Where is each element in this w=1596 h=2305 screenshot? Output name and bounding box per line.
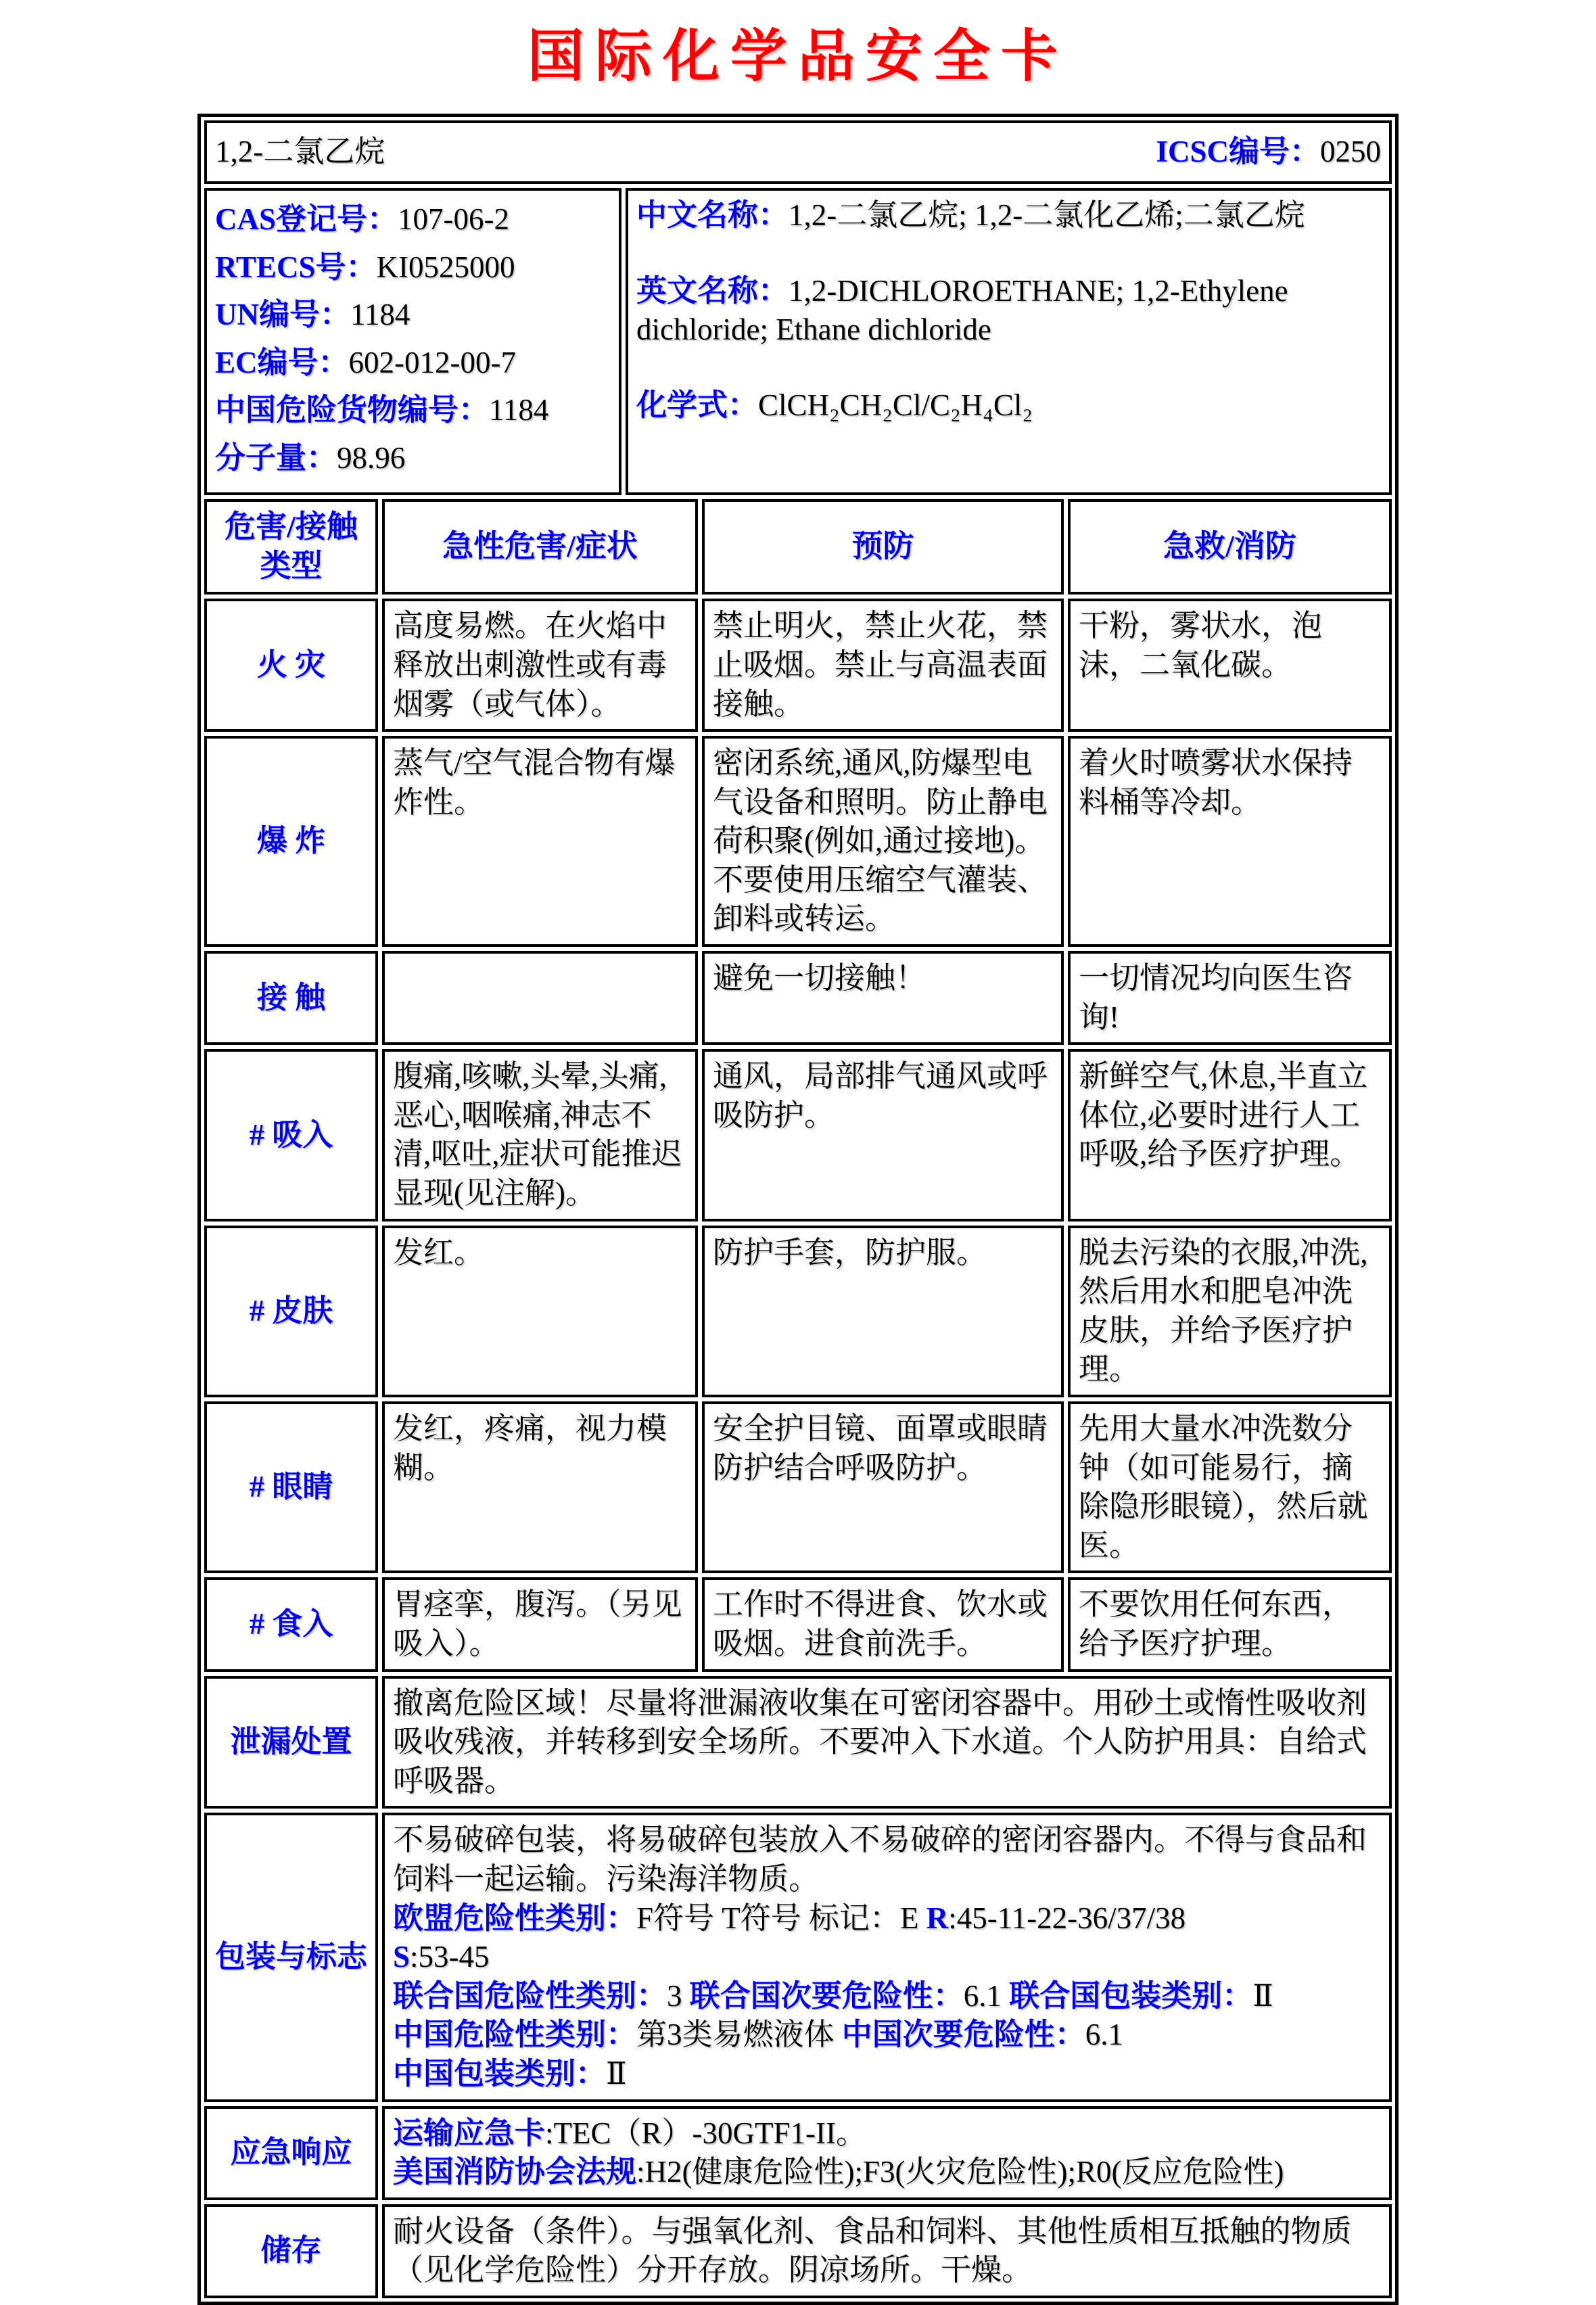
substance-name: 1,2-二氯乙烷 [215, 135, 385, 169]
explosion-symptoms: 蒸气/空气混合物有爆炸性。 [382, 736, 698, 947]
formula-label: 化学式： [636, 388, 759, 422]
cn-sub-label: 中国次要危险性： [841, 2018, 1085, 2052]
storage-label: 储存 [204, 2204, 378, 2298]
formula-value: ClCH₂CH₂Cl/C₂H₄Cl₂ [758, 388, 1033, 422]
explosion-prevention: 密闭系统,通风,防爆型电气设备和照明。防止静电荷积聚(例如,通过接地)。不要使用压缩空气灌装、卸料或转运。 [702, 736, 1064, 947]
icsc-number [1156, 133, 1381, 172]
s-phrase-value: :53-45 [410, 1940, 490, 1974]
un-pack-value: Ⅱ [1252, 1978, 1273, 2013]
tec-line [393, 2114, 1381, 2153]
cn-class-value: 第3类易燃液体 [636, 2018, 842, 2052]
un-class-value: 3 [667, 1978, 690, 2013]
eu-class-value: F符号 T符号 标记：E [636, 1901, 926, 1935]
fire-firstaid: 干粉，雾状水，泡沫，二氧化碳。 [1068, 599, 1392, 732]
ec-label: EC编号： [215, 345, 349, 379]
cn-name-label: 中文名称： [636, 198, 789, 232]
packaging-intro: 不易破碎包装，将易破碎包装放入不易破碎的密闭容器内。不得与食品和饲料一起运输。污染海洋物质。 [393, 1823, 1367, 1896]
s-phrase-label: S [393, 1940, 410, 1974]
packaging-cn-pack-line [393, 2055, 1381, 2094]
icsc-value: 0250 [1320, 135, 1381, 169]
ingestion-prevention: 工作时不得进食、饮水或吸烟。进食前洗手。 [702, 1577, 1064, 1671]
un-pack-label: 联合国包装类别： [1009, 1978, 1253, 2013]
header-row [204, 120, 1392, 184]
cn-class-label: 中国危险性类别： [393, 2018, 637, 2052]
hazard-type-eyes: # 眼睛 [204, 1401, 378, 1573]
names-cell [626, 188, 1392, 495]
eyes-prevention: 安全护目镜、面罩或眼睛防护结合呼吸防护。 [702, 1401, 1064, 1573]
packaging-label: 包装与标志 [204, 1813, 378, 2101]
header-cell [204, 120, 1392, 184]
exposure-prevention: 避免一切接触！ [702, 951, 1064, 1045]
tec-value: :TEC（R）-30GTF1-II。 [545, 2116, 866, 2150]
english-name [636, 272, 1381, 350]
cn-pack-value: Ⅱ [606, 2056, 627, 2091]
explosion-firstaid: 着火时喷雾状水保持料桶等冷却。 [1068, 736, 1392, 947]
emergency-content [382, 2106, 1392, 2200]
inhalation-symptoms: 腹痛,咳嗽,头晕,头痛,恶心,咽喉痛,神志不清,呕吐,症状可能推迟显现(见注解)。 [382, 1049, 698, 1221]
spill-label: 泄漏处置 [204, 1676, 378, 1809]
molweight-label: 分子量： [215, 440, 337, 475]
un-sub-label: 联合国次要危险性： [689, 1978, 964, 2013]
exposure-symptoms [382, 951, 698, 1045]
col-header-symptoms: 急性危害/症状 [382, 499, 698, 595]
ingestion-symptoms: 胃痉挛，腹泻。（另见吸入）。 [382, 1577, 698, 1671]
nfpa-value: :H2(健康危险性);F3(火灾危险性);R0(反应危险性) [636, 2155, 1284, 2189]
cas-label: CAS登记号： [215, 202, 398, 236]
un-value: 1184 [350, 298, 410, 332]
ec-value: 602-012-00-7 [348, 345, 516, 379]
skin-firstaid: 脱去污染的衣服,冲洗,然后用水和肥皂冲洗皮肤，并给予医疗护理。 [1068, 1226, 1392, 1397]
hazard-type-fire: 火 灾 [204, 599, 378, 732]
identity-row [204, 188, 1392, 495]
packaging-cn-line [393, 2016, 1381, 2055]
un-sub-value: 6.1 [963, 1978, 1010, 2013]
cn-name-value: 1,2-二氯乙烷; 1,2-二氯化乙烯;二氯乙烷 [789, 198, 1305, 232]
china-dg-label: 中国危险货物编号： [215, 393, 490, 427]
hazard-type-skin: # 皮肤 [204, 1226, 378, 1397]
table-row-packaging [204, 1813, 1392, 2101]
rtecs-label: RTECS号： [215, 250, 377, 284]
table-row-inhalation [204, 1049, 1392, 1221]
skin-symptoms: 发红。 [382, 1226, 698, 1397]
table-row-emergency [204, 2106, 1392, 2200]
fire-prevention: 禁止明火，禁止火花，禁止吸烟。禁止与高温表面接触。 [702, 599, 1064, 732]
col-header-hazard-type: 危害/接触类型 [204, 499, 378, 595]
packaging-s-line [393, 1938, 1381, 1977]
eu-class-label: 欧盟危险性类别： [393, 1901, 637, 1935]
identifier-line [215, 439, 611, 478]
table-row-spill [204, 1676, 1392, 1809]
en-name-label: 英文名称： [636, 273, 789, 308]
fire-symptoms: 高度易燃。在火焰中释放出刺激性或有毒烟雾（或气体）。 [382, 599, 698, 732]
table-row-eyes [204, 1401, 1392, 1573]
table-row-storage [204, 2204, 1392, 2298]
nfpa-line [393, 2153, 1381, 2192]
packaging-eu-line [393, 1899, 1381, 1938]
table-row-ingestion [204, 1577, 1392, 1671]
packaging-un-line [393, 1977, 1381, 2016]
identifiers-cell [204, 188, 621, 495]
hazard-type-exposure: 接 触 [204, 951, 378, 1045]
hazard-type-ingestion: # 食入 [204, 1577, 378, 1671]
en-name-value: 1,2-DICHLOROETHANE; 1,2-Ethylene dichloride; Ethane dichloride [636, 273, 1288, 347]
chemical-formula [636, 386, 1381, 425]
exposure-firstaid: 一切情况均向医生咨询! [1068, 951, 1392, 1045]
identifier-line [215, 391, 611, 430]
table-row-skin [204, 1226, 1392, 1397]
table-row-explosion [204, 736, 1392, 947]
eyes-symptoms: 发红，疼痛，视力模糊。 [382, 1401, 698, 1573]
tec-label: 运输应急卡 [393, 2116, 546, 2150]
un-label: UN编号： [215, 298, 350, 332]
hazard-header-row [204, 499, 1392, 595]
inhalation-firstaid: 新鲜空气,休息,半直立体位,必要时进行人工呼吸,给予医疗护理。 [1068, 1049, 1392, 1221]
cn-pack-label: 中国包装类别： [393, 2056, 607, 2091]
r-phrase-value: :45-11-22-36/37/38 [948, 1901, 1186, 1935]
molweight-value: 98.96 [337, 440, 406, 475]
storage-text: 耐火设备（条件）。与强氧化剂、食品和饲料、其他性质相互抵触的物质（见化学危险性）分开存放。阴凉场所。干燥。 [382, 2204, 1392, 2298]
china-dg-value: 1184 [489, 393, 549, 427]
hazard-type-inhalation: # 吸入 [204, 1049, 378, 1221]
identifier-line [215, 344, 611, 383]
emergency-label: 应急响应 [204, 2106, 378, 2200]
cn-sub-value: 6.1 [1085, 2018, 1124, 2052]
cas-value: 107-06-2 [398, 202, 510, 236]
table-row-exposure [204, 951, 1392, 1045]
identifier-line [215, 200, 611, 239]
chinese-name [636, 196, 1381, 235]
icsc-label: ICSC编号： [1156, 135, 1320, 169]
hazard-type-explosion: 爆 炸 [204, 736, 378, 947]
col-header-firstaid: 急救/消防 [1068, 499, 1392, 595]
eyes-firstaid: 先用大量水冲洗数分钟（如可能易行，摘除隐形眼镜），然后就医。 [1068, 1401, 1392, 1573]
un-class-label: 联合国危险性类别： [393, 1978, 667, 2013]
spill-text: 撤离危险区域！尽量将泄漏液收集在可密闭容器中。用砂土或惰性吸收剂吸收残液，并转移到安全场所。不要冲入下水道。个人防护用具：自给式呼吸器。 [382, 1676, 1392, 1809]
table-row-fire [204, 599, 1392, 732]
rtecs-value: KI0525000 [376, 250, 515, 284]
ingestion-firstaid: 不要饮用任何东西，给予医疗护理。 [1068, 1577, 1392, 1671]
nfpa-label: 美国消防协会法规 [393, 2155, 637, 2189]
inhalation-prevention: 通风，局部排气通风或呼吸防护。 [702, 1049, 1064, 1221]
col-header-prevention: 预防 [702, 499, 1064, 595]
packaging-content [382, 1813, 1392, 2101]
identifier-line [215, 296, 611, 335]
skin-prevention: 防护手套，防护服。 [702, 1226, 1064, 1397]
safety-card [197, 114, 1399, 2305]
r-phrase-label: R [926, 1901, 949, 1935]
identifier-line [215, 248, 611, 287]
page-title: 国际化学品安全卡 [527, 26, 1069, 89]
